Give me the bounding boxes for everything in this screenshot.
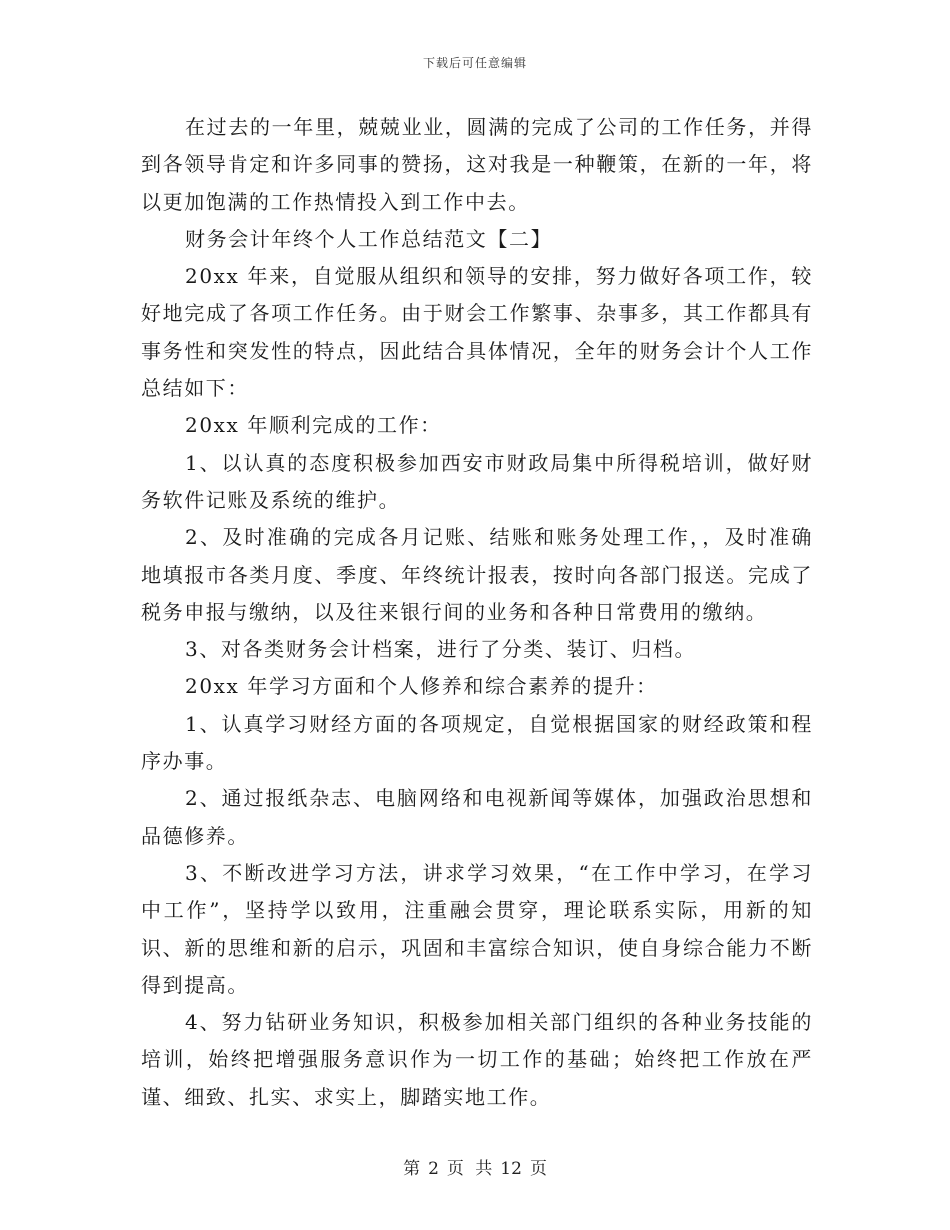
document-body <box>141 109 813 1116</box>
subheading: 20xx 年顺利完成的工作： <box>185 413 442 438</box>
footer-label-middle: 页 共 <box>446 1159 493 1179</box>
total-pages-number: 12 <box>500 1159 522 1179</box>
list-item: 4、努力钻研业务知识，积极参加相关部门组织的各种业务技能的培训，始终把增强服务意识作为一切工作的基础；始终把工作放在严谨、细致、扎实、求实上，脚踏实地工作。 <box>141 1010 813 1109</box>
list-item: 3、对各类财务会计档案，进行了分类、装订、归档。 <box>185 637 697 662</box>
list-item: 2、及时准确的完成各月记账、结账和账务处理工作，，及时准确地填报市各类月度、季度、年终统计报表，按时向各部门报送。完成了税务申报与缴纳，以及往来银行间的业务和各种日常费用的缴纳。 <box>141 525 813 624</box>
section-heading: 财务会计年终个人工作总结范文【二】 <box>185 226 553 251</box>
page-footer <box>0 1154 950 1179</box>
paragraph: 在过去的一年里，兢兢业业，圆满的完成了公司的工作任务，并得到各领导肯定和许多同事的赞扬，这对我是一种鞭策，在新的一年，将以更加饱满的工作热情投入到工作中去。 <box>141 115 813 214</box>
paragraph: 20xx 年来，自觉服从组织和领导的安排，努力做好各项工作，较好地完成了各项工作任务。由于财会工作繁事、杂事多，其工作都具有事务性和突发性的特点，因此结合具体情况，全年的财务会计个人工作总结如下： <box>141 264 813 401</box>
header-note: 下载后可任意编辑 <box>422 56 527 70</box>
list-item: 3、不断改进学习方法，讲求学习效果，“在工作中学习，在学习中工作”，坚持学以致用，注重融会贯穿，理论联系实际，用新的知识、新的思维和新的启示，巩固和丰富综合知识，使自身综合能力不断得到提高。 <box>141 860 813 997</box>
current-page-number: 2 <box>428 1159 439 1179</box>
list-item: 1、认真学习财经方面的各项规定，自觉根据国家的财经政策和程序办事。 <box>141 711 813 774</box>
list-item: 2、通过报纸杂志、电脑网络和电视新闻等媒体，加强政治思想和品德修养。 <box>141 786 813 848</box>
footer-label-after: 页 <box>529 1159 547 1179</box>
footer-label-before: 第 <box>403 1159 421 1179</box>
subheading: 20xx 年学习方面和个人修养和综合素养的提升： <box>185 674 658 699</box>
list-item: 1、以认真的态度积极参加西安市财政局集中所得税培训，做好财务软件记账及系统的维护。 <box>141 450 813 512</box>
